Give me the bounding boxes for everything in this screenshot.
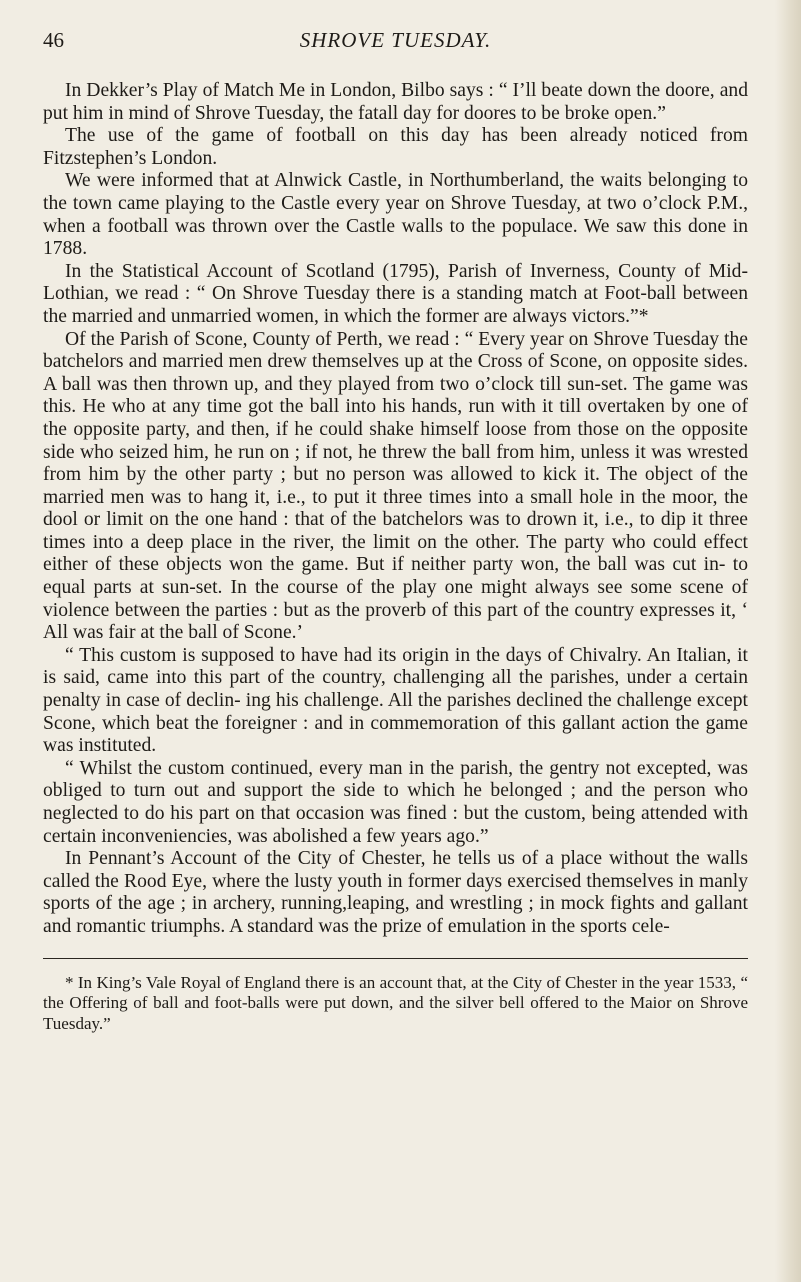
paragraph-chester: In Pennant’s Account of the City of Chester, he tells us of a place without the walls called the Rood Eye, where the lusty youth in former days exercised themselves in manly sports of the age ; in archery, running,leaping, and wrestling ; in mock fights and gallant and romantic triumphs. A standard was the prize of emulation in the sports cele-: [43, 848, 748, 937]
paragraph-custom: “ Whilst the custom continued, every man in the parish, the gentry not excepted, was obliged to turn out and support the side to which he belonged ; and the person who neglected to do his part on that occasion was fined : but the custom, being attended with certain inconveniencies, was abolished a few years ago.”: [43, 757, 748, 847]
body-text: [43, 80, 748, 939]
book-page: [43, 28, 748, 1034]
paragraph-chivalry: “ This custom is supposed to have had its origin in the days of Chivalry. An Italian, it is said, came into this part of the country, challenging all the parishes, under a certain penalty in case of declin- ing his challenge. All the parishes declined the challenge except Scone, which beat the foreigner : and in commemoration of this gallant action the game was instituted.: [43, 644, 748, 757]
paragraph-alnwick: We were informed that at Alnwick Castle, in Northumberland, the waits belonging to the town came playing to the Castle every year on Shrove Tuesday, at two o’clock P.M., when a football was thrown over the Castle walls to the populace. We saw this done in 1788.: [43, 170, 748, 260]
running-head: SHROVE TUESDAY.: [299, 28, 492, 52]
footnote: * In King’s Vale Royal of England there is an account that, at the City of Chester in the year 1533, “ the Offering of ball and foot-balls were put down, and the silver bell offered to the Maior on Shrove Tuesday.”: [43, 972, 748, 1033]
paragraph-inverness: In the Statistical Account of Scotland (1795), Parish of Inverness, County of Mid-Lothian, we read : “ On Shrove Tuesday there is a standing match at Foot-ball between the married and unmarried women, in which the former are always victors.”*: [43, 260, 748, 327]
paragraph-dekker: In Dekker’s Play of Match Me in London, Bilbo says : “ I’ll beate down the doore, and put him in mind of Shrove Tuesday, the fatall day for doores to be broke open.”: [43, 80, 748, 124]
page-edge-shadow: [775, 0, 801, 1282]
paragraph-scone: Of the Parish of Scone, County of Perth, we read : “ Every year on Shrove Tuesday the batchelors and married men drew themselves up at the Cross of Scone, on opposite sides. A ball was then thrown up, and they played from two o’clock till sun-set. The game was this. He who at any time got the ball into his hands, run with it till overtaken by one of the opposite party, and then, if he could shake himself loose from those on the opposite side who seized him, he run on ; if not, he threw the ball from him, unless it was wrested from him by the other party ; but no person was allowed to kick it. The object of the married men was to hang it, i.e., to put it three times into a small hole in the moor, the dool or limit on the one hand : that of the batchelors was to drown it, i.e., to dip it three times into a deep place in the river, the limit on the other. The party who could effect either of these objects won the game. But if neither party won, the ball was cut in- to equal parts at sun-set. In the course of the play one might always see some scene of violence between the parties : but as the proverb of this part of the country expresses it, ‘ All was fair at the ball of Scone.’: [43, 328, 748, 644]
paragraph-football: The use of the game of football on this day has been already noticed from Fitzstephen’s London.: [43, 125, 748, 169]
page-header: [43, 28, 748, 58]
footnote-divider: [43, 958, 748, 959]
page-number: 46: [43, 28, 64, 52]
